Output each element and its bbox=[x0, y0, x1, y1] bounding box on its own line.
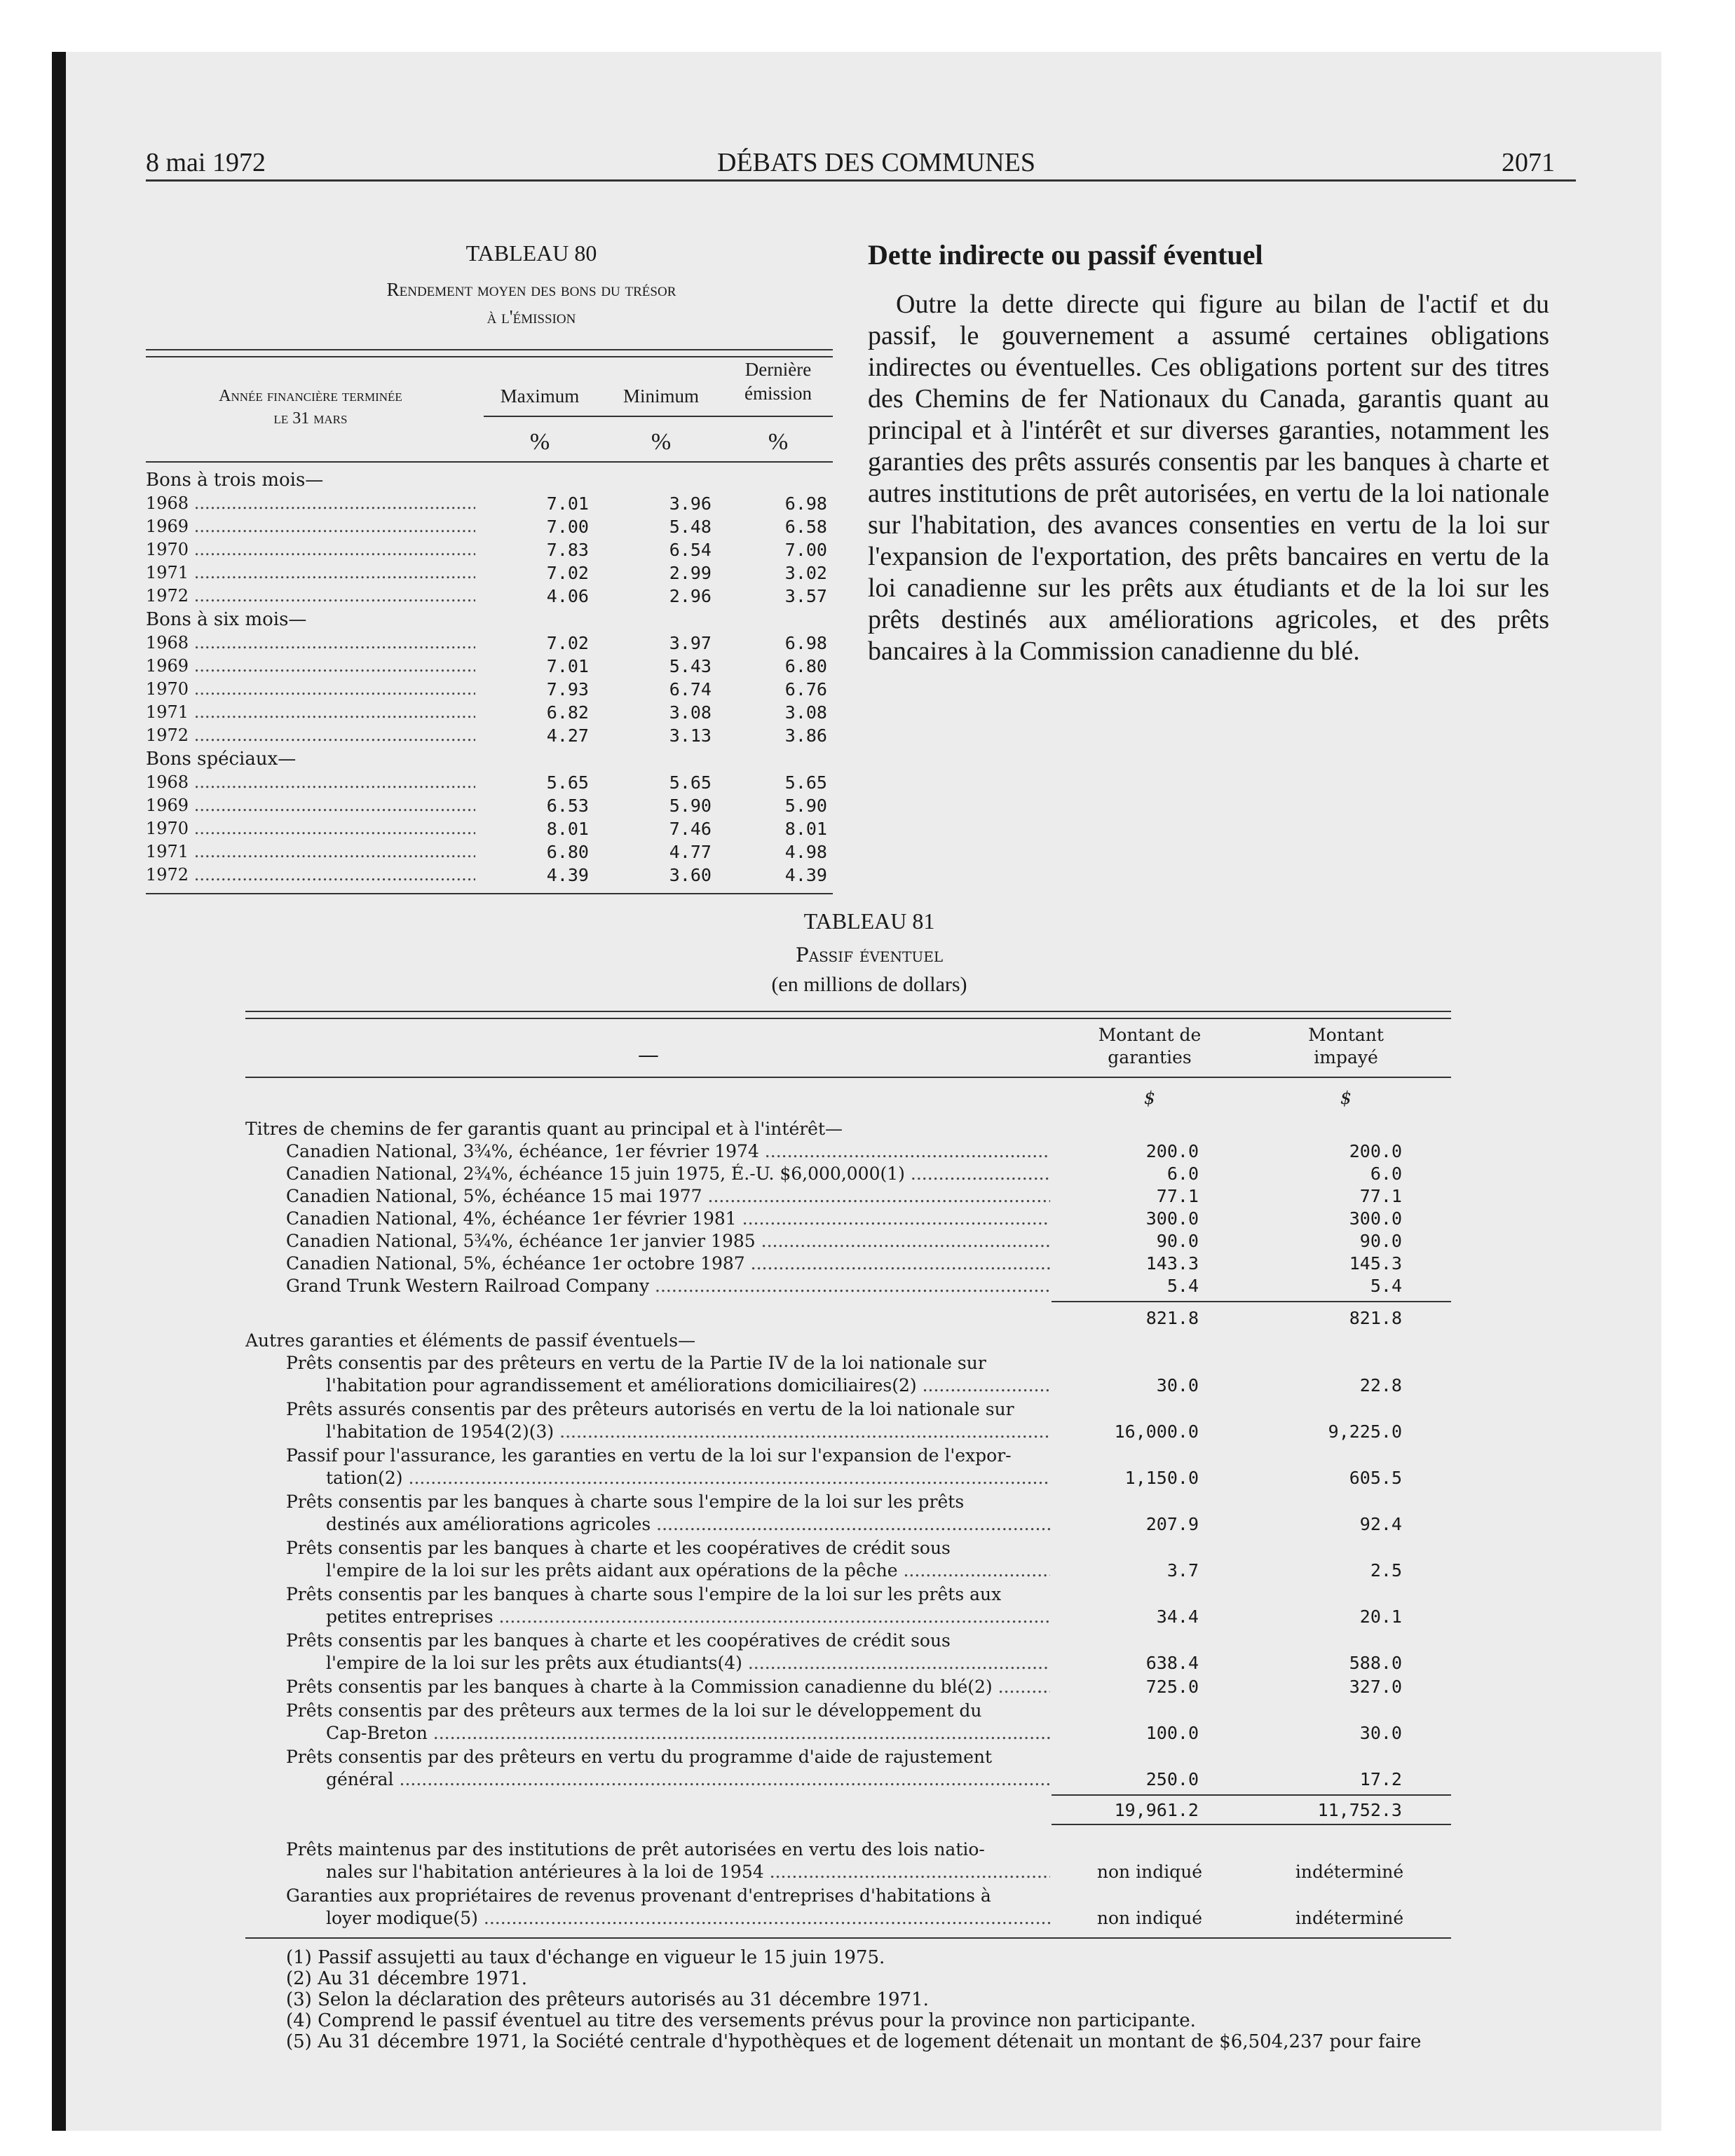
footnote-4: (4) Comprend le passif éventuel au titre des versements prévus pour la province non participante. bbox=[286, 2010, 1196, 2031]
col-guarantee-header: Montant de bbox=[1098, 1025, 1202, 1045]
cell-outstanding: 20.1 bbox=[1359, 1606, 1402, 1627]
unit-last: % bbox=[768, 429, 789, 455]
cell-min: 5.65 bbox=[669, 772, 712, 793]
table-row-label: Prêts maintenus par des institutions de prêt autorisées en vertu des lois natio- bbox=[286, 1839, 985, 1860]
cell-last: 3.02 bbox=[784, 563, 827, 583]
cell-guarantee: 6.0 bbox=[1166, 1164, 1199, 1184]
table-80-rule-top bbox=[146, 349, 833, 350]
table-row-label: Prêts consentis par les banques à charte et les coopératives de crédit sous bbox=[286, 1538, 951, 1558]
cell-outstanding: 92.4 bbox=[1359, 1514, 1402, 1534]
cell-min: 5.90 bbox=[669, 796, 712, 816]
cell-last: 8.01 bbox=[784, 819, 827, 839]
col-guarantee-header-2: garanties bbox=[1108, 1047, 1192, 1067]
table-row-label: Grand Trunk Western Railroad Company ..... bbox=[286, 1276, 1050, 1296]
cell-max: 5.65 bbox=[546, 772, 589, 793]
cell-last: 3.57 bbox=[784, 586, 827, 606]
cell-guarantee: 90.0 bbox=[1156, 1231, 1199, 1251]
footnote-1: (1) Passif assujetti au taux d'échange en vigueur le 15 juin 1975. bbox=[286, 1947, 885, 1968]
total-outstanding: 11,752.3 bbox=[1317, 1800, 1402, 1820]
table-row-label: Canadien National, 3¾%, échéance, 1er février 1974 ..... bbox=[286, 1141, 1050, 1161]
table-81-title: Passif éventuel bbox=[795, 943, 944, 967]
cell-min: 3.08 bbox=[669, 702, 712, 723]
cell-guarantee: 5.4 bbox=[1166, 1276, 1199, 1296]
row-year: 1971 ..... bbox=[146, 842, 475, 861]
cell-guarantee: 77.1 bbox=[1156, 1186, 1199, 1206]
table-row-label: Prêts consentis par les banques à charte à la Commission canadienne du blé(2) ..... bbox=[286, 1677, 1050, 1697]
table-row-label-cont: l'empire de la loi sur les prêts aidant aux opérations de la pêche ..... bbox=[326, 1560, 1050, 1581]
cell-max: 6.82 bbox=[546, 702, 589, 723]
stub-header: — bbox=[638, 1043, 659, 1067]
table-80-rule-bottom bbox=[146, 893, 833, 894]
cell-guarantee: 143.3 bbox=[1145, 1253, 1199, 1274]
cell-outstanding: 9,225.0 bbox=[1328, 1421, 1402, 1442]
cell-min: 3.13 bbox=[669, 725, 712, 746]
cell-max: 6.80 bbox=[546, 842, 589, 862]
row-year: 1969 ..... bbox=[146, 796, 475, 815]
cell-max: 7.01 bbox=[546, 493, 589, 514]
cell-last: 6.80 bbox=[784, 656, 827, 676]
cell-min: 5.43 bbox=[669, 656, 712, 676]
table-row-label: Prêts consentis par les banques à charte sous l'empire de la loi sur les prêts bbox=[286, 1492, 965, 1512]
cell-last: 6.98 bbox=[784, 633, 827, 653]
cell-last: 7.00 bbox=[784, 540, 827, 560]
cell-outstanding: indéterminé bbox=[1295, 1908, 1404, 1928]
table-row-label-cont: l'habitation pour agrandissement et améliorations domiciliaires(2) ..... bbox=[326, 1375, 1050, 1396]
table-row-label-cont: loyer modique(5) ..... bbox=[326, 1908, 1050, 1928]
cell-last: 5.90 bbox=[784, 796, 827, 816]
cell-min: 3.97 bbox=[669, 633, 712, 653]
table-row-label-cont: l'habitation de 1954(2)(3) ..... bbox=[326, 1421, 1050, 1442]
table-row-label: Canadien National, 2¾%, échéance 15 juin 1975, É.-U. $6,000,000(1) ..... bbox=[286, 1164, 1050, 1184]
table-row-label-cont: petites entreprises ..... bbox=[326, 1606, 1050, 1627]
cell-last: 3.08 bbox=[784, 702, 827, 723]
col-outstanding-header: Montant bbox=[1308, 1025, 1384, 1045]
section-heading: Dette indirecte ou passif éventuel bbox=[868, 239, 1263, 271]
table-row-label: Prêts consentis par des prêteurs en vertu de la Partie IV de la loi nationale sur bbox=[286, 1353, 986, 1373]
cell-max: 7.83 bbox=[546, 540, 589, 560]
cell-max: 7.93 bbox=[546, 679, 589, 700]
table-80-rule-header-bottom bbox=[146, 461, 833, 463]
header-page-number: 2071 bbox=[1502, 148, 1555, 177]
table-row-label: Canadien National, 4%, échéance 1er février 1981 ..... bbox=[286, 1208, 1050, 1229]
table-row-label: Prêts consentis par des prêteurs aux termes de la loi sur le développement du bbox=[286, 1700, 982, 1721]
cell-min: 6.74 bbox=[669, 679, 712, 700]
cell-min: 3.96 bbox=[669, 493, 712, 514]
cell-last: 5.65 bbox=[784, 772, 827, 793]
group-label: Titres de chemins de fer garantis quant au principal et à l'intérêt— bbox=[245, 1119, 843, 1139]
row-year: 1970 ..... bbox=[146, 540, 475, 559]
row-year: 1970 ..... bbox=[146, 819, 475, 838]
table-80-title: Rendement moyen des bons du trésor bbox=[386, 279, 676, 300]
cell-max: 4.06 bbox=[546, 586, 589, 606]
table-row-label: Canadien National, 5%, échéance 1er octobre 1987 ..... bbox=[286, 1253, 1050, 1274]
cell-max: 8.01 bbox=[546, 819, 589, 839]
table-row-label: Prêts consentis par les banques à charte et les coopératives de crédit sous bbox=[286, 1630, 951, 1651]
unit-outstanding: $ bbox=[1340, 1088, 1352, 1108]
cell-guarantee: 725.0 bbox=[1145, 1677, 1199, 1697]
unit-max: % bbox=[529, 429, 550, 455]
cell-guarantee: 250.0 bbox=[1145, 1769, 1199, 1789]
table-row-label-cont: tation(2) ..... bbox=[326, 1468, 1050, 1488]
cell-guarantee: non indiqué bbox=[1096, 1862, 1203, 1882]
table-row-label-cont: général ..... bbox=[326, 1769, 1050, 1789]
cell-max: 7.00 bbox=[546, 517, 589, 537]
cell-min: 3.60 bbox=[669, 865, 712, 885]
unit-min: % bbox=[651, 429, 672, 455]
section-label: Bons à trois mois— bbox=[146, 470, 324, 491]
table-row-label: Garanties aux propriétaires de revenus provenant d'entreprises d'habitations à bbox=[286, 1885, 991, 1906]
cell-guarantee: 16,000.0 bbox=[1114, 1421, 1199, 1442]
cell-outstanding: 588.0 bbox=[1349, 1653, 1402, 1673]
cell-outstanding: 30.0 bbox=[1359, 1723, 1402, 1743]
footnote-5: (5) Au 31 décembre 1971, la Société centrale d'hypothèques et de logement détenait un montant de $6,504,237 pour faire bbox=[286, 2031, 1422, 2052]
cell-outstanding: indéterminé bbox=[1295, 1862, 1404, 1882]
cell-last: 6.98 bbox=[784, 493, 827, 514]
table-row-label-cont: destinés aux améliorations agricoles ..... bbox=[326, 1514, 1050, 1534]
header-date: 8 mai 1972 bbox=[146, 148, 266, 177]
col-last-header: Dernière bbox=[744, 359, 812, 380]
cell-last: 4.39 bbox=[784, 865, 827, 885]
cell-last: 6.58 bbox=[784, 517, 827, 537]
table-80-rule-mid bbox=[484, 416, 833, 417]
cell-max: 7.02 bbox=[546, 633, 589, 653]
row-year: 1968 ..... bbox=[146, 633, 475, 653]
cell-guarantee: 100.0 bbox=[1145, 1723, 1199, 1743]
cell-guarantee: 34.4 bbox=[1156, 1606, 1199, 1627]
table-80-label: TABLEAU 80 bbox=[465, 240, 597, 266]
cell-max: 7.02 bbox=[546, 563, 589, 583]
row-year: 1970 ..... bbox=[146, 679, 475, 699]
cell-max: 4.27 bbox=[546, 725, 589, 746]
row-year: 1971 ..... bbox=[146, 702, 475, 722]
unit-guarantee: $ bbox=[1144, 1088, 1155, 1108]
col-max-header: Maximum bbox=[500, 386, 580, 407]
cell-min: 4.77 bbox=[669, 842, 712, 862]
cell-guarantee: 300.0 bbox=[1145, 1208, 1199, 1229]
section-label: Bons spéciaux— bbox=[146, 749, 297, 770]
table-80-rule-top-2 bbox=[146, 356, 833, 357]
table-81-subtitle: (en millions de dollars) bbox=[771, 973, 967, 996]
cell-min: 2.96 bbox=[669, 586, 712, 606]
col-last-header-2: émission bbox=[744, 383, 812, 404]
scan-edge-bar bbox=[52, 52, 66, 2131]
cell-max: 6.53 bbox=[546, 796, 589, 816]
table-81-rule-top bbox=[245, 1011, 1451, 1012]
cell-min: 7.46 bbox=[669, 819, 712, 839]
table-row-label: Prêts consentis par les banques à charte sous l'empire de la loi sur les prêts aux bbox=[286, 1584, 1002, 1604]
cell-guarantee: 30.0 bbox=[1156, 1375, 1199, 1396]
total-guarantee: 19,961.2 bbox=[1114, 1800, 1199, 1820]
total-rule-bottom bbox=[1052, 1824, 1451, 1825]
table-row-label-cont: l'empire de la loi sur les prêts aux étudiants(4) ..... bbox=[326, 1653, 1050, 1673]
cell-last: 4.98 bbox=[784, 842, 827, 862]
table-row-label: Canadien National, 5¾%, échéance 1er janvier 1985 ..... bbox=[286, 1231, 1050, 1251]
cell-outstanding: 17.2 bbox=[1359, 1769, 1402, 1789]
subtotal-outstanding: 821.8 bbox=[1349, 1308, 1402, 1328]
cell-last: 6.76 bbox=[784, 679, 827, 700]
cell-outstanding: 200.0 bbox=[1349, 1141, 1402, 1161]
cell-outstanding: 90.0 bbox=[1359, 1231, 1402, 1251]
col-year-header: Année financière terminée bbox=[219, 387, 402, 405]
row-year: 1972 ..... bbox=[146, 865, 475, 885]
table-81-rule-header-bottom bbox=[245, 1077, 1451, 1078]
table-row-label: Prêts consentis par des prêteurs en vertu du programme d'aide de rajustement bbox=[286, 1747, 993, 1767]
table-row-label: Canadien National, 5%, échéance 15 mai 1977 ..... bbox=[286, 1186, 1050, 1206]
footnote-3: (3) Selon la déclaration des prêteurs autorisés au 31 décembre 1971. bbox=[286, 1989, 929, 2010]
cell-guarantee: 638.4 bbox=[1145, 1653, 1199, 1673]
header-title: DÉBATS DES COMMUNES bbox=[717, 148, 1035, 177]
row-year: 1968 ..... bbox=[146, 772, 475, 792]
table-row-label-cont: Cap-Breton ..... bbox=[326, 1723, 1050, 1743]
col-outstanding-header-2: impayé bbox=[1314, 1047, 1378, 1067]
cell-guarantee: 200.0 bbox=[1145, 1141, 1199, 1161]
header-rule bbox=[146, 179, 1576, 182]
cell-min: 6.54 bbox=[669, 540, 712, 560]
table-row-label-cont: nales sur l'habitation antérieures à la loi de 1954 ..... bbox=[326, 1862, 1050, 1882]
subtotal-guarantee: 821.8 bbox=[1145, 1308, 1199, 1328]
cell-min: 2.99 bbox=[669, 563, 712, 583]
group-label: Autres garanties et éléments de passif éventuels— bbox=[245, 1330, 696, 1351]
cell-outstanding: 5.4 bbox=[1370, 1276, 1402, 1296]
table-80-title-2: à l'émission bbox=[487, 306, 576, 327]
cell-guarantee: non indiqué bbox=[1096, 1908, 1203, 1928]
cell-guarantee: 1,150.0 bbox=[1124, 1468, 1199, 1488]
row-year: 1968 ..... bbox=[146, 493, 475, 513]
col-year-header-2: le 31 mars bbox=[273, 409, 348, 428]
cell-outstanding: 77.1 bbox=[1359, 1186, 1402, 1206]
section-body bbox=[868, 289, 1549, 667]
cell-guarantee: 3.7 bbox=[1166, 1560, 1199, 1581]
cell-outstanding: 22.8 bbox=[1359, 1375, 1402, 1396]
cell-outstanding: 2.5 bbox=[1370, 1560, 1402, 1581]
subtotal-rule bbox=[1052, 1301, 1451, 1302]
table-row-label: Passif pour l'assurance, les garanties en vertu de la loi sur l'expansion de l'expor- bbox=[286, 1445, 1012, 1466]
cell-last: 3.86 bbox=[784, 725, 827, 746]
cell-outstanding: 327.0 bbox=[1349, 1677, 1402, 1697]
cell-outstanding: 605.5 bbox=[1349, 1468, 1402, 1488]
cell-outstanding: 300.0 bbox=[1349, 1208, 1402, 1229]
table-81-rule-bottom bbox=[245, 1937, 1451, 1939]
col-min-header: Minimum bbox=[622, 386, 699, 407]
table-81-label: TABLEAU 81 bbox=[803, 908, 935, 934]
cell-guarantee: 207.9 bbox=[1145, 1514, 1199, 1534]
table-81-rule-top-2 bbox=[245, 1018, 1451, 1019]
row-year: 1971 ..... bbox=[146, 563, 475, 582]
table-row-label: Prêts assurés consentis par des prêteurs autorisés en vertu de la loi nationale sur bbox=[286, 1399, 1014, 1419]
total-rule bbox=[1052, 1794, 1451, 1796]
cell-max: 4.39 bbox=[546, 865, 589, 885]
cell-min: 5.48 bbox=[669, 517, 712, 537]
cell-max: 7.01 bbox=[546, 656, 589, 676]
row-year: 1969 ..... bbox=[146, 517, 475, 536]
row-year: 1969 ..... bbox=[146, 656, 475, 676]
cell-outstanding: 6.0 bbox=[1370, 1164, 1402, 1184]
cell-outstanding: 145.3 bbox=[1349, 1253, 1402, 1274]
row-year: 1972 ..... bbox=[146, 725, 475, 745]
footnote-2: (2) Au 31 décembre 1971. bbox=[286, 1968, 528, 1989]
row-year: 1972 ..... bbox=[146, 586, 475, 606]
section-label: Bons à six mois— bbox=[146, 609, 307, 630]
section-paragraph: Outre la dette directe qui figure au bilan de l'actif et du passif, le gouvernement a assumé certaines obligations indirectes ou éventuelles. Ces obligations portent sur des titres des Chemins de fer Nationaux du Canada, garantis quant au principal et à l'intérêt et sur diverses garanties, notamment les garanties des prêts assurés consentis par les banques à charte et autres institutions de prêt autorisées, en vertu de la loi nationale sur l'habitation, des avances consenties en vertu de la loi sur l'expansion de l'exportation, des prêts bancaires en vertu de la loi canadienne sur les prêts aux étudiants et de la loi sur les prêts destinés aux améliorations agricoles, et des prêts bancaires à la Commission canadienne du blé. bbox=[868, 289, 1549, 666]
